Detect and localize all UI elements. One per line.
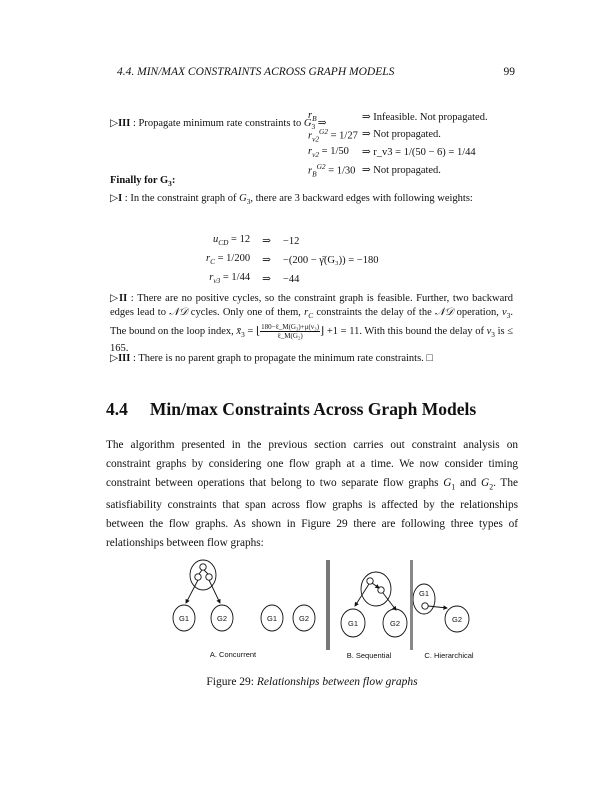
triangle-marker-icon: ▷ [110,193,119,204]
step-ii-paragraph: ▷II : There are no positive cycles, so the constraint graph is feasible. Further, two backward edges lead to 𝒩𝒟 cycles. Only one of them, $r_C$ constraints the delay of the 𝒩𝒟 operation, $v_3$. The bound on the loop index, $x̄_3$ = ⌊ $\frac{\text{180−ℓ\_M(G₃)+μ(v₃)}}{\text{ℓ\_M(G₂)}}$ ⌋ +1 = 11. With this bound the delay of $v_3$ is ≤ 165. [110,293,514,355]
running-title: 4.4. MIN/MAX CONSTRAINTS ACROSS GRAPH MODELS [117,66,395,78]
qed-box-icon: □ [426,353,433,364]
loop-bound-fraction: $\frac{\text{180−ℓ\_M(G₃)+μ(v₃)}}{\text{ℓ\_M(G₂)}}$ [261,323,320,341]
node-label: G2 [451,615,463,624]
finally-heading: Finally for $G_3$: [110,175,176,189]
equation-row: $u_{CD} = 12$ ⇒ −12 [212,234,300,248]
step-iii-propagate: ▷III : Propagate minimum rate constraints to $G_3$ ⇒ [110,118,327,132]
triangle-marker-icon: ▷ [110,118,119,129]
node-label: G2 [298,614,310,623]
equation-row: $r_{v3} = 1/44$ ⇒ −44 [209,272,300,286]
weight-equations [200,232,384,289]
triangle-marker-icon: ▷ [110,293,120,304]
figure-29-diagram [160,556,500,666]
page-number: 99 [503,66,515,78]
body-paragraph: The algorithm presented in the previous section carries out constraint analysis on constraint graphs by considering one flow graph at a time. We now consider timing constraint between operations that belong to two separate flow graphs $G_1$ and $G_2$. The satisfiability constraints that span across flow graphs is affected by the relationships between the flow graphs. As shown in Figure 29 there are following three types of relationships between flow graphs: [106,439,518,550]
section-title: Min/max Constraints Across Graph Models [149,399,477,419]
panel-label: B. Sequential [346,651,392,660]
case-row: $r_{v2}^{G2} = 1/27$ ⇒ Not propagated. [308,126,441,144]
running-header [117,66,515,78]
node-label: G2 [389,619,401,628]
node-label: G1 [347,619,359,628]
section-number: 4.4 [106,399,128,419]
divider [326,560,330,650]
node-label: G2 [216,614,228,623]
equation-row: $r_C = 1/200$ ⇒ −(200 − γ̄(G₃)) = −180 [206,253,379,267]
triangle-marker-icon: ▷ [110,353,119,364]
panel-a-concurrent [173,560,315,631]
panel-label: A. Concurrent [209,650,257,659]
case-row: $r_B$ ⇒ Infeasible. Not propagated. [308,110,488,124]
node-label: G1 [178,614,190,623]
node-label: G1 [418,589,430,598]
panel-label: C. Hierarchical [424,651,474,660]
node-label: G1 [266,614,278,623]
case-row: $r_{v2} = 1/50$ ⇒ r_v3 = 1/(50 − 6) = 1/44 [308,145,476,159]
case-row: $r_B^{G2} = 1/30$ ⇒ Not propagated. [308,162,441,179]
propagation-cases [308,110,492,181]
section-heading [106,399,476,420]
divider [410,560,413,650]
step-iii-final: ▷III : There is no parent graph to propagate the minimum rate constraints. □ [110,353,433,364]
step-i-paragraph: ▷I : In the constraint graph of $G_3$, there are 3 backward edges with following weights: [110,193,473,207]
figure-caption: Figure 29: Relationships between flow graphs [206,676,418,688]
